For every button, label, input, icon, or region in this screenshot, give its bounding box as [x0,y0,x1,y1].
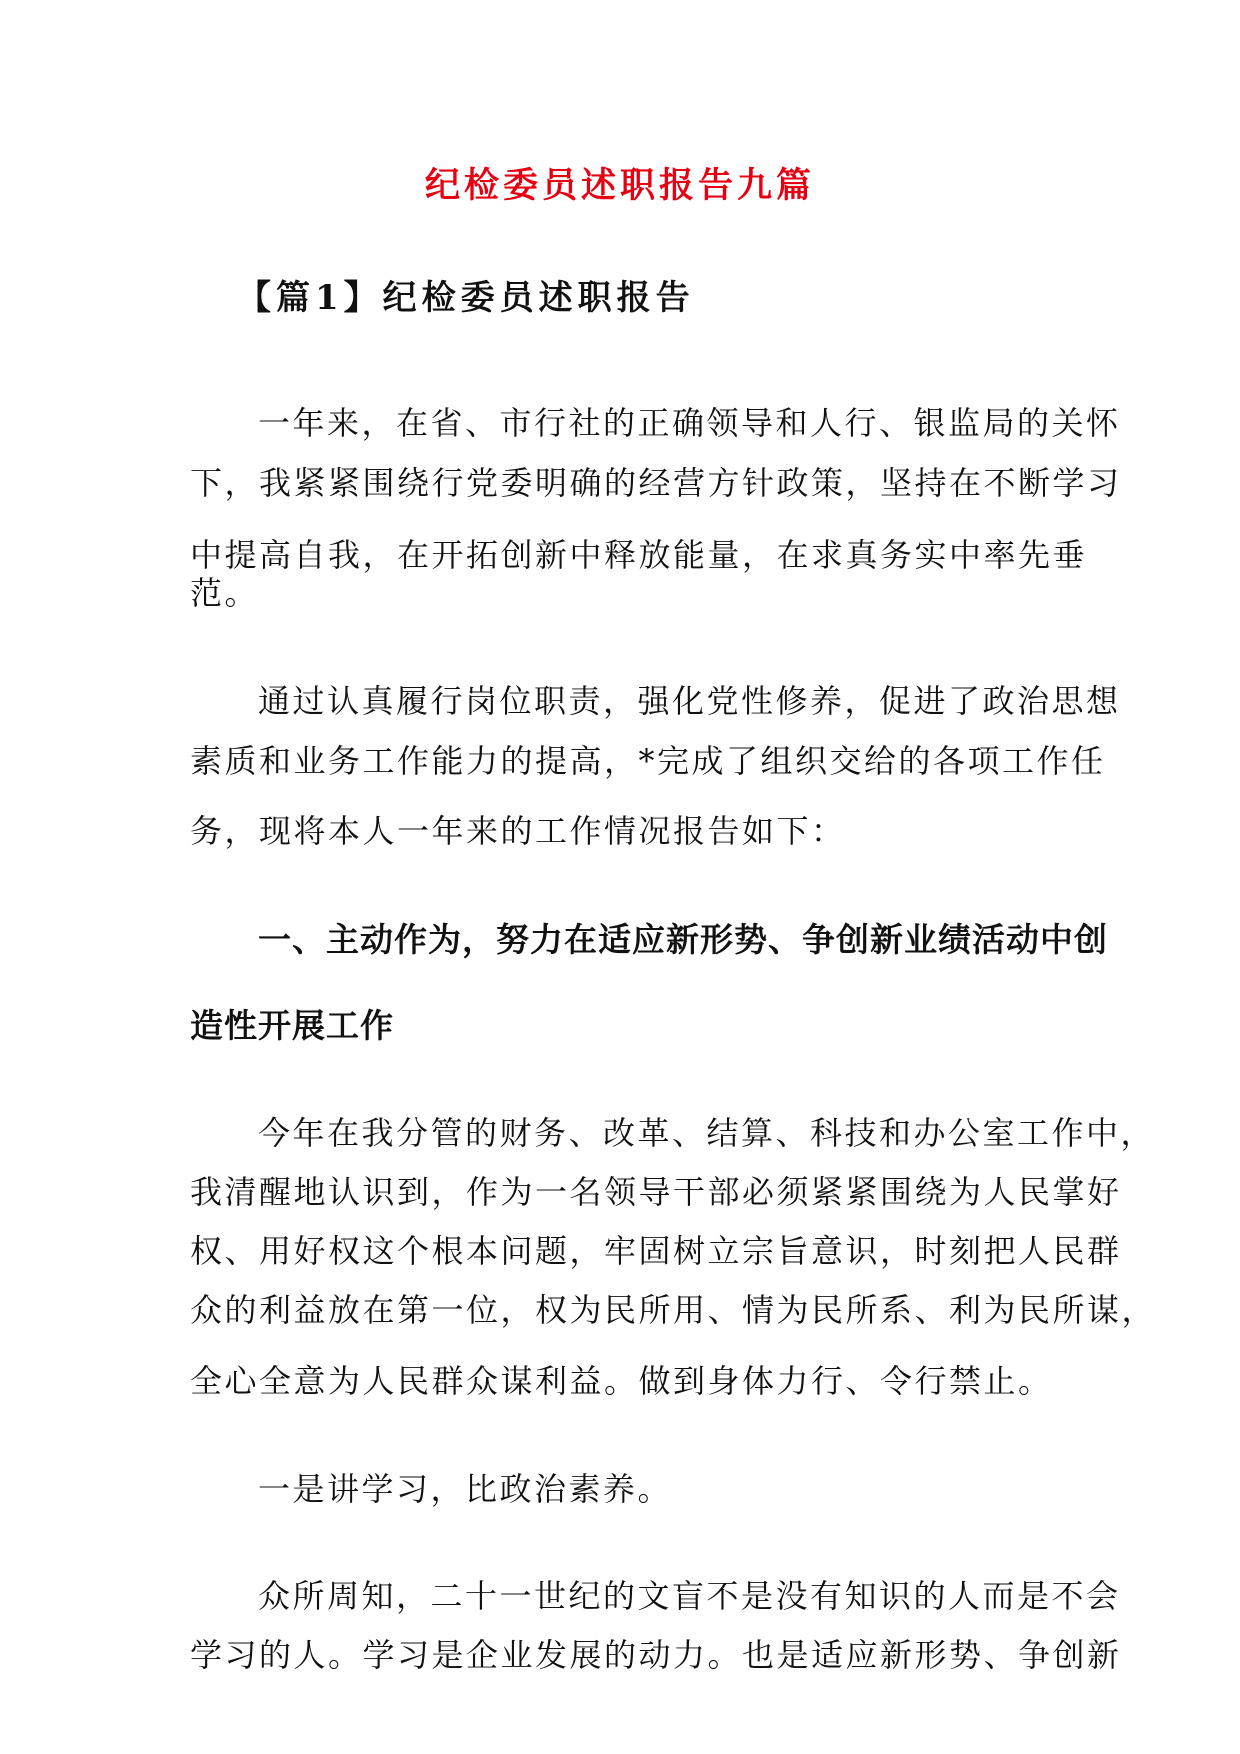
paragraph-2-line-1: 通过认真履行岗位职责，强化党性修养，促进了政治思想 [258,682,1121,720]
paragraph-1-line-2: 下，我紧紧围绕行党委明确的经营方针政策，坚持在不断学习 [190,464,1122,502]
document-title: 纪检委员述职报告九篇 [424,165,815,206]
paragraph-4-line-1: 一是讲学习，比政治素养。 [258,1470,673,1508]
paragraph-1-line-4: 范。 [190,574,260,612]
paragraph-3-line-2: 我清醒地认识到，作为一名领导干部必须紧紧围绕为人民掌好 [190,1173,1122,1211]
paragraph-3-line-5: 全心全意为人民群众谋利益。做到身体力行、令行禁止。 [190,1362,1053,1400]
paragraph-1-line-3: 中提高自我，在开拓创新中释放能量，在求真务实中率先垂 [190,536,1088,574]
paragraph-3-line-4: 众的利益放在第一位，权为民所用、情为民所系、利为民所谋， [190,1291,1157,1329]
paragraph-1-line-1: 一年来，在省、市行社的正确领导和人行、银监局的关怀 [258,404,1121,442]
paragraph-3-line-3: 权、用好权这个根本问题，牢固树立宗旨意识，时刻把人民群 [190,1232,1122,1270]
subheading-line-1: 一、主动作为，努力在适应新形势、争创新业绩活动中创 [258,920,1108,959]
paragraph-2-line-2: 素质和业务工作能力的提高，*完成了组织交给的各项工作任 [190,742,1106,780]
section-heading: 【篇1】纪检委员述职报告 [237,278,695,318]
subheading-line-2: 造性开展工作 [190,1006,394,1045]
paragraph-5-line-1: 众所周知，二十一世纪的文盲不是没有知识的人而是不会 [258,1577,1121,1615]
paragraph-3-line-1: 今年在我分管的财务、改革、结算、科技和办公室工作中， [258,1114,1156,1152]
paragraph-5-line-2: 学习的人。学习是企业发展的动力。也是适应新形势、争创新 [190,1636,1122,1674]
paragraph-2-line-3: 务，现将本人一年来的工作情况报告如下： [190,812,846,850]
